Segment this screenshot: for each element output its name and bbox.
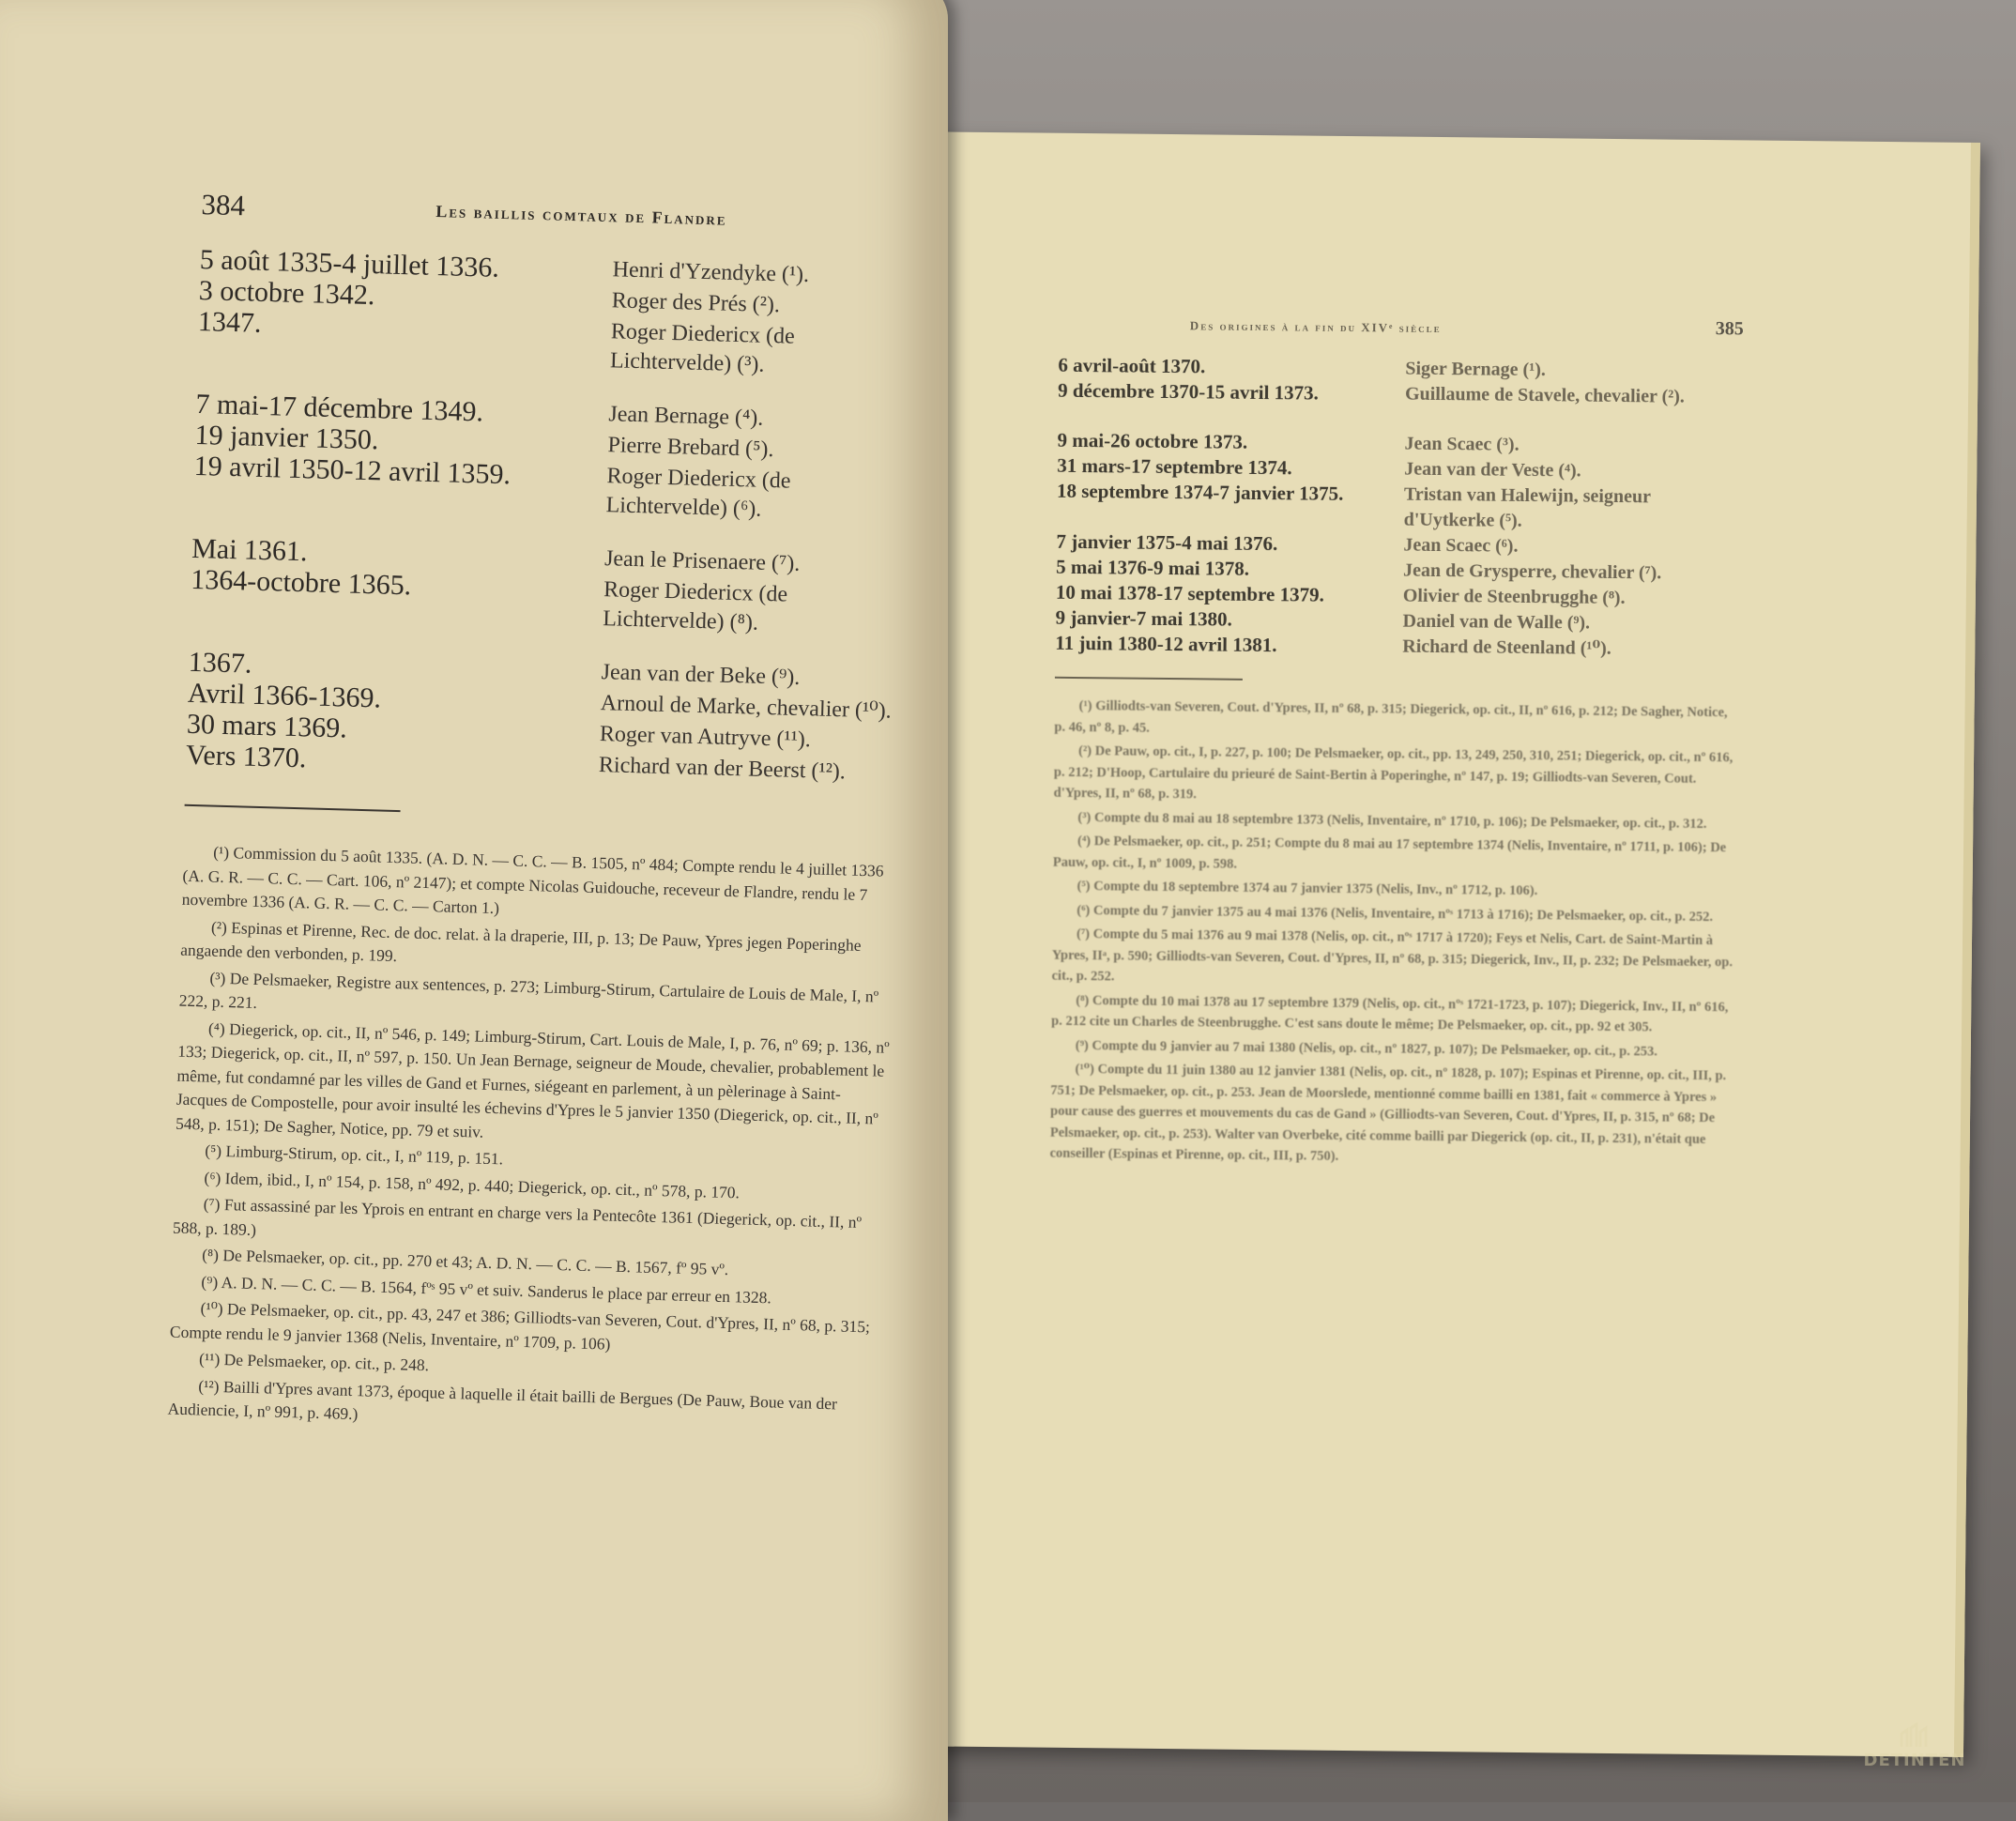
footnote: (⁸) De Pelsmaeker, op. cit., pp. 270 et 43; A. D. N. — C. C. — B. 1567, fº 95 vº. [201,1245,729,1279]
left-page [0,0,948,1821]
footnote: (⁷) Fut assassiné par les Yprois en entrant en charge vers la Pentecôte 1361 (Diegerick, op. cit., II, nº 588, p. 189.) [172,1194,863,1239]
bailiff-date: 7 mai-17 décembre 1349. [195,388,484,428]
watermark-icon [1896,1722,1933,1749]
bailiff-date: 1367. [188,646,252,680]
footnote: (⁵) Compte du 18 septembre 1374 au 7 janvier 1375 (Nelis, Inv., nº 1712, p. 106). [1077,879,1538,899]
footnote: (¹¹) De Pelsmaeker, op. cit., p. 248. [198,1349,430,1375]
bailiff-date: Vers 1370. [185,739,307,774]
bailiff-name: Pierre Brebard (⁵). [607,433,774,463]
bailiff-name: Richard de Steenland (¹⁰). [1402,635,1611,659]
bailiff-date: 5 mai 1376-9 mai 1378. [1056,555,1250,580]
bailiff-name: Olivier de Steenbrugghe (⁸). [1402,585,1626,609]
bailiff-name: Jean de Grysperre, chevalier (⁷). [1403,559,1662,584]
left-running-head-title: Les baillis comtaux de Flandre [435,201,727,229]
right-bailiff-list [1055,353,1743,664]
right-page [884,131,1980,1757]
footnote: (²) De Pauw, op. cit., I, p. 227, p. 100; De Pelsmaeker, op. cit., pp. 13, 249, 250, 310, 251; Diegerick, op. cit., nº 616, p. 212; D'Hoop, Cartulaire du prieuré de Saint-Bertin à Poperinghe, nº 147, p. 19; Gilliodts-van Severen, Cout. d'Ypres, II, nº 68, p. 319. [1053,743,1733,803]
bailiff-date: Avril 1366-1369. [187,677,382,714]
bailiff-date: 3 octobre 1342. [198,274,375,312]
footnote: (⁴) De Pelsmaeker, op. cit., p. 251; Compte du 8 mai au 17 septembre 1374 (Nelis, Inventaire, nº 1711, p. 106); De Pauw, op. cit., I, nº 1009, p. 598. [1052,834,1727,872]
bailiff-date: 9 décembre 1370-15 avril 1373. [1057,378,1320,405]
bailiff-name: Roger Diedericx (de Lichtervelde) (⁶). [605,464,791,522]
bailiff-name: Jean le Prisenaere (⁷). [603,546,801,576]
bailiff-date: 7 janvier 1375-4 mai 1376. [1056,529,1278,556]
bailiff-date: Mai 1361. [191,532,309,568]
footnote: (⁴) Diegerick, op. cit., II, nº 546, p. 149; Limburg-Stirum, Cart. Louis de Male, I, p. 76, nº 69; p. 136, nº 133; Diegerick, op. cit., II, nº 597, p. 150. Un Jean Bernage, seigneur de Moude, chevalier, probablement le même, fut condamné par les villes de Gand et Furnes, siégeant en parlement, à un pèlerinage à Saint-Jacques de Compostelle, pour avoir insulté les échevins d'Ypres le 5 janvier 1350 (Diegerick, op. cit., II, nº 548, p. 151); De Sagher, Notice, pp. 79 et suiv. [175,1018,890,1141]
bailiff-date: 9 janvier-7 mai 1380. [1055,605,1232,631]
footnote: (¹⁰) Compte du 11 juin 1380 au 12 janvier 1381 (Nelis, op. cit., nº 1828, p. 107); Espinas et Pirenne, op. cit., III, p. 751; De Pelsmaeker, op. cit., p. 253. Jean de Moorslede, mentionné comme bailli en 1381, fait « commerce à Ypres » pour cause des guerres et mouvements du cas de Gand » (Gilliodts-van Severen, Cout. d'Ypres, II, p. 315, nº 68; De Pelsmaeker, op. cit., p. 253). Walter van Overbeke, cité comme bailli par Diegerick (op. cit., II, p. 231), n'était que conseiller (Espinas et Pirenne, op. cit., III, p. 750). [1049,1061,1727,1164]
bailiff-name: Guillaume de Stavele, chevalier (²). [1404,383,1686,407]
bailiff-date: 18 septembre 1374-7 janvier 1375. [1056,479,1344,505]
right-running-head [1059,312,1744,360]
bailiff-name: Daniel van de Walle (⁹). [1402,610,1591,634]
left-footnotes [167,840,896,1441]
right-page-content [1049,312,1744,1174]
bailiff-name: Roger van Autryve (¹¹). [599,722,812,753]
left-footnote-rule [185,804,401,812]
bailiff-name: Jean Bernage (⁴). [608,402,764,431]
bailiff-date: 1364-octobre 1365. [190,563,412,602]
bailiff-date: 6 avril-août 1370. [1058,353,1206,378]
left-bailiff-list [186,244,913,790]
bailiff-date: 19 avril 1350-12 avril 1359. [193,450,512,491]
bailiff-name: Richard van der Beerst (¹²). [598,753,847,785]
bailiff-date: 9 mai-26 octobre 1373. [1057,428,1248,453]
watermark-text: DETINTEN [1863,1751,1966,1770]
left-page-number: 384 [201,188,246,222]
footnote: (⁹) A. D. N. — C. C. — B. 1564, fºˢ 95 vº et suiv. Sanderus le place par erreur en 1328. [201,1271,772,1307]
footnote: (⁶) Idem, ibid., I, nº 154, p. 158, nº 492, p. 440; Diegerick, op. cit., nº 578, p. 170. [204,1167,741,1201]
footnote: (³) Compte du 8 mai au 18 septembre 1373 (Nelis, Inventaire, nº 1710, p. 106); De Pelsmaeker, op. cit., p. 312. [1077,809,1707,832]
bailiff-name: Arnoul de Marke, chevalier (¹⁰). [600,691,893,724]
left-page-content [167,188,914,1444]
footnote: (¹⁰) De Pelsmaeker, op. cit., pp. 43, 247 et 386; Gilliodts-van Severen, Cout. d'Ypres, II, nº 68, p. 315; Compte rendu le 9 janvier 1368 (Nelis, Inventaire, nº 1709, p. 106) [169,1298,871,1354]
bailiff-date: 1347. [197,305,262,339]
footnote: (³) De Pelsmaeker, Registre aux sentences, p. 273; Limburg-Stirum, Cartulaire de Louis de Male, I, nº 222, p. 221. [178,968,879,1012]
right-running-head-title: Des origines à la fin du XIVᵉ siècle [1189,318,1442,336]
right-page-number: 385 [1715,318,1744,340]
footnote: (²) Espinas et Pirenne, Rec. de doc. relat. à la draperie, III, p. 13; De Pauw, Ypres jegen Poperinghe angaende den verbonden, p. 199. [180,917,862,966]
bailiff-name: Roger des Prés (²). [611,288,781,318]
bailiff-name: Jean van der Beke (⁹). [601,660,801,690]
footnote: (⁹) Compte du 9 janvier au 7 mai 1380 (Nelis, op. cit., nº 1827, p. 107); De Pelsmaeker, op. cit., p. 253. [1075,1037,1657,1059]
footnote: (⁸) Compte du 10 mai 1378 au 17 septembre 1379 (Nelis, op. cit., nºˢ 1721-1723, p. 107); Diegerick, Inv., II, nº 616, p. 212 cite un Charles de Steenbrugghe. C'est sans doute le même; De Pelsmaeker, op. cit., pp. 92 et 305. [1051,992,1729,1035]
bailiff-date: 10 mai 1378-17 septembre 1379. [1055,580,1324,606]
footnote: (⁶) Compte du 7 janvier 1375 au 4 mai 1376 (Nelis, Inventaire, nºˢ 1713 à 1716); De Pelsmaeker, op. cit., p. 252. [1077,902,1714,925]
footnote: (¹) Commission du 5 août 1335. (A. D. N. — C. C. — B. 1505, nº 484; Compte rendu le 4 juillet 1336 (A. G. R. — C. C. — Cart. 106, nº 2147); et compte Nicolas Guidouche, receveur de Flandre, rendu le 7 novembre 1336 (A. G. R. — C. C. — Carton 1.) [181,842,884,918]
bailiff-entry [1057,479,1743,537]
bailiff-name: Tristan van Halewijn, seigneur d'Uytkerke (⁵). [1403,483,1651,531]
bailiff-name: Jean Scaec (⁶). [1403,534,1519,557]
bailiff-date: 5 août 1335-4 juillet 1336. [199,243,500,283]
bailiff-date: 31 mars-17 septembre 1374. [1057,453,1292,480]
right-footnote-rule [1055,677,1243,681]
footnote: (¹²) Bailli d'Ypres avant 1373, époque à laquelle il était bailli de Bergues (De Pauw, Boue van der Audiencie, I, nº 991, p. 469.) [167,1375,838,1424]
bailiff-date: 30 mars 1369. [186,708,348,744]
bailiff-date: 11 juin 1380-12 avril 1381. [1055,631,1277,657]
watermark-logo [1854,1722,1976,1779]
footnote: (⁷) Compte du 5 mai 1376 au 9 mai 1378 (Nelis, op. cit., nºˢ 1717 à 1720); Feys et Nelis, Cart. de Saint-Martin à Ypres, IIᵃ, p. 590; Gilliodts-van Severen, Cout. d'Ypres, II, nº 68, p. 315; Diegerick, Inv., II, p. 232; De Pelsmaeker, op. cit., p. 252. [1051,926,1733,985]
bailiff-name: Henri d'Yzendyke (¹). [612,257,810,288]
footnote: (⁵) Limburg-Stirum, op. cit., I, nº 119, p. 151. [205,1140,504,1169]
bailiff-name: Siger Bernage (¹). [1405,358,1546,381]
bailiff-name: Jean Scaec (³). [1404,433,1520,455]
footnote: (¹) Gilliodts-van Severen, Cout. d'Ypres, II, nº 68, p. 315; Diegerick, op. cit., II, nº 616, p. 212; De Sagher, Notice, p. 46, nº 8, p. 45. [1054,698,1728,736]
bailiff-name: Roger Diedericx (de Lichtervelde) (³). [609,319,796,377]
bailiff-name: Roger Diedericx (de Lichtervelde) (⁸). [602,577,788,635]
bailiff-date: 19 janvier 1350. [194,419,379,456]
right-footnotes [1049,696,1739,1171]
bailiff-name: Jean van der Veste (⁴). [1404,458,1581,482]
